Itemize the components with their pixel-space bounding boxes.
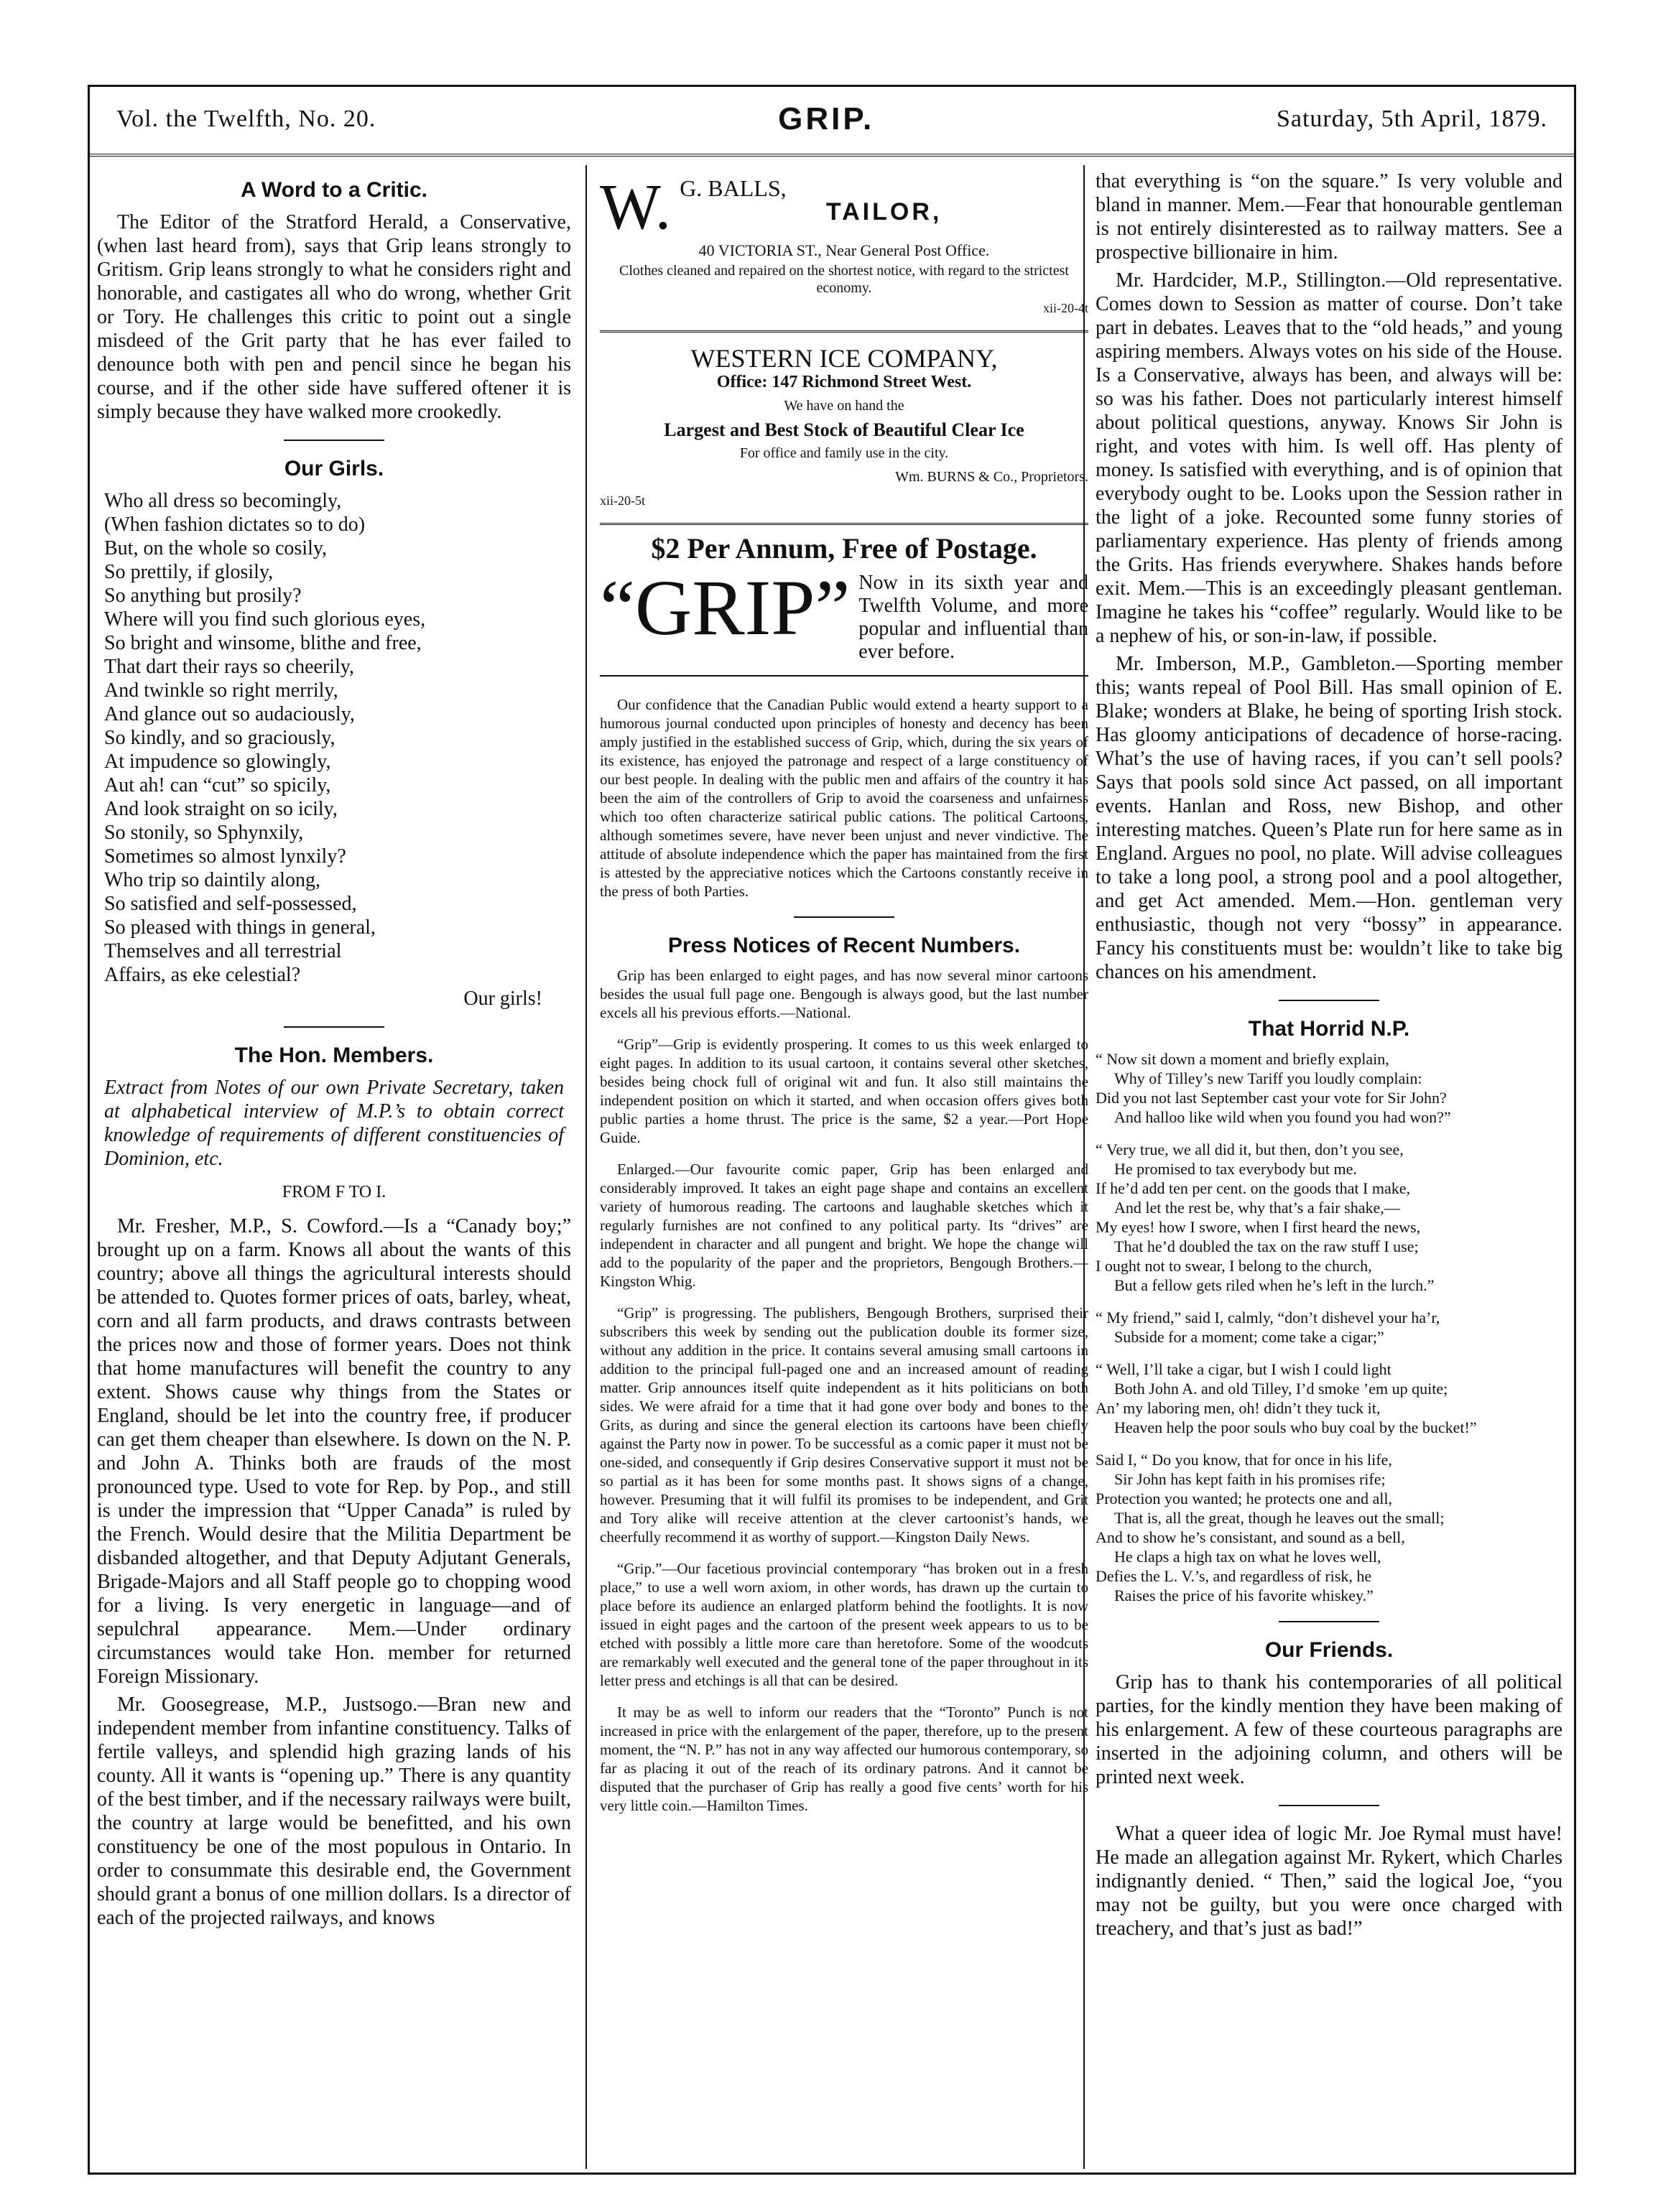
balls-name: G. BALLS,: [680, 177, 787, 201]
poem-line: So pleased with things in general,: [104, 916, 376, 939]
confidence-block: [600, 695, 1088, 901]
poem-stanza: [1096, 1140, 1562, 1295]
ice-company-name: WESTERN ICE COMPANY,: [690, 344, 998, 373]
poem-line: Where will you find such glorious eyes,: [104, 608, 426, 631]
poem-line: That is, all the great, though he leaves out the small;: [1114, 1509, 1445, 1527]
ice-code: xii-20-5t: [600, 493, 645, 508]
poem-line: If he’d add ten per cent. on the goods that I make,: [1096, 1179, 1411, 1197]
column-3: [1096, 169, 1562, 1945]
separator: [1279, 1805, 1379, 1806]
poem-line: Sir John has kept faith in his promises rife;: [1114, 1470, 1386, 1488]
ice-office: Office: 147 Richmond Street West.: [716, 373, 972, 391]
ice-advertisement: [600, 340, 1088, 525]
poem-stanza: [1096, 1360, 1562, 1437]
poem-line: So kindly, and so graciously,: [104, 727, 335, 749]
poem-line: Subside for a moment; come take a cigar;”: [1114, 1328, 1384, 1346]
friends-heading: Our Friends.: [1264, 1638, 1394, 1662]
poem-line: So satisfied and self-possessed,: [104, 893, 357, 915]
press-notice: It may be as well to inform our readers that the “Toronto” Punch is not increased in price with the enlargement of the paper, therefore, up to the present moment, the “N. P.” has not in any way affected our humorous contemporary, so far as placing it out of the reach of its ordinary patrons. And it cannot be disputed that the purchaser of Grip has really a good five cents’ worth for his very little coin.—Hamilton Times.: [600, 1704, 1088, 1814]
poem-line: So bright and winsome, blithe and free,: [104, 632, 422, 654]
separator: [794, 916, 894, 918]
poem-line: And halloo like wild when you found you had won?”: [1114, 1108, 1451, 1126]
horrid-np-poem: [1096, 1049, 1562, 1605]
balls-code: xii-20-4t: [1043, 301, 1088, 315]
poem-line: Both John A. and old Tilley, I’d smoke ’em up quite;: [1114, 1380, 1448, 1398]
poem-line: And glance out so audaciously,: [104, 703, 355, 725]
poem-line: And let the rest be, why that’s a fair shake,—: [1114, 1199, 1400, 1217]
poem-line: My eyes! how I swore, when I first heard the news,: [1096, 1218, 1421, 1236]
poem-line: Who trip so daintily along,: [104, 869, 320, 891]
ice-proprietor: Wm. BURNS & Co., Proprietors.: [895, 469, 1088, 485]
poem-line: That dart their rays so cheerily,: [104, 656, 355, 678]
poem-line: Sometimes so almost lynxily?: [104, 845, 346, 868]
column-1: [97, 169, 571, 1934]
goosegrease-continued: that everything is “on the square.” Is very voluble and bland in manner. Mem.—Fear that honourable gentleman is not entirely disinterested as to railway matters. See a prospective billionaire in him.: [1096, 170, 1562, 264]
members-range: FROM F TO I.: [282, 1183, 386, 1202]
poem-line: That he’d doubled the tax on the raw stuff I use;: [1114, 1237, 1419, 1255]
poem-stanza: [1096, 1450, 1562, 1605]
grip-promo: [600, 572, 1088, 677]
poem-line: An’ my laboring men, oh! didn’t they tuck it,: [1096, 1399, 1381, 1417]
critic-article: The Editor of the Stratford Herald, a Conservative, (when last heard from), says that Grip leans strongly to Gritism. Grip leans strongly to what he considers right and honorable, and castigates all who do wrong, whether Grit or Tory. He challenges this critic to point out a single misdeed of the Grit party that he has ever failed to denounce both with pen and pencil since he began his course, and if the other side have suffered oftener it is simply because they have walked more crookedly.: [97, 211, 571, 423]
member-goosegrease: Mr. Goosegrease, M.P., Justsogo.—Bran new and independent member from infantine constituency. Talks of fertile valleys, and splendid high grazing lands of his county. All it wants is “opening up.” There is any quantity of the best timber, and if the necessary railways were built, the country at large would be benefitted, and his own constituency be one of the most populous in Ontario. In order to consummate this desirable end, the Government should grant a bonus of one million dollars. Is a director of each of the projected railways, and knows: [97, 1693, 571, 1929]
column-rule-1: [585, 165, 587, 2169]
ice-have: We have on hand the: [784, 398, 904, 414]
girls-heading: Our Girls.: [284, 457, 384, 480]
ice-for: For office and family use in the city.: [739, 445, 949, 461]
poem-line: So prettily, if glosily,: [104, 561, 274, 583]
poem-line: He promised to tax everybody but me.: [1114, 1160, 1357, 1178]
press-notices: [600, 966, 1088, 1815]
poem-line: I ought not to swear, I belong to the church,: [1096, 1257, 1372, 1275]
column-2: [600, 169, 1088, 1828]
subscription-price: $2 Per Annum, Free of Postage.: [651, 532, 1037, 564]
press-notice: Enlarged.—Our favourite comic paper, Grip has been enlarged and considerably improved. It takes an eight page shape and contains an excellent variety of humorous reading. The cartoons and laughable sketches which it regularly furnishes are not confined to any political party. Its “drives” are independent in character and all pungent and bright. We hope the change will add to the popularity of the paper and the proprietors, Bengough Brothers.—Kingston Whig.: [600, 1161, 1088, 1290]
press-notice: “Grip” is progressing. The publishers, Bengough Brothers, surprised their subscribers this week by sending out the publication double its former size, without any addition in the price. It contains several amusing small cartoons in addition to the principal full-paged one and an increased amount of reading matter. Grip announces itself quite independent as it hits politicians on both sides. We were afraid for a time that it had gone over body and bones to the Grits, as during and since the general election its cartoons have been chiefly against the Party now in power. To be successful as a comic paper it must not be one-sided, and consequently if Grip desires Conservative support it must not be so partial as it has been for some months past. It shows signs of a change, however. Presuming that it will fulfil its promises to be independent, and Grit and Tory alike will receive attention at the clever cartoonist’s hands, we cheerfully recommend it as worthy of support.—Kingston Daily News.: [600, 1304, 1088, 1546]
critic-heading: A Word to a Critic.: [240, 178, 427, 202]
poem-line: Protection you wanted; he protects one and all,: [1096, 1490, 1392, 1507]
issue-date: Saturday, 5th April, 1879.: [1276, 106, 1547, 132]
masthead: [88, 85, 1576, 157]
poem-line: “ Well, I’ll take a cigar, but I wish I could light: [1096, 1360, 1392, 1378]
poem-line: At impudence so glowingly,: [104, 750, 331, 773]
balls-note: Clothes cleaned and repaired on the shortest notice, with regard to the strictest economy.: [619, 263, 1069, 296]
poem-line: “ My friend,” said I, calmly, “don’t dishevel your ha’r,: [1096, 1309, 1440, 1326]
members-heading: The Hon. Members.: [234, 1044, 434, 1067]
ice-stock: Largest and Best Stock of Beautiful Clear Ice: [664, 419, 1024, 440]
members-intro: Extract from Notes of our own Private Secretary, taken at alphabetical interview of M.P.’s to obtain correct knowledge of requirements of different constituencies of Dominion, etc.: [104, 1077, 564, 1170]
poem-line: And look straight on so icily,: [104, 798, 338, 820]
press-notices-heading: Press Notices of Recent Numbers.: [667, 934, 1021, 957]
poem-stanza: [1096, 1049, 1562, 1127]
friends-text: Grip has to thank his contemporaries of all political parties, for the kindly mention they have been making of his enlargement. A few of these courteous paragraphs are inserted in the adjoining column, and others will be printed next week.: [1096, 1671, 1562, 1788]
separator: [284, 440, 384, 441]
poem-line: So stonily, so Sphynxily,: [104, 822, 304, 844]
balls-initial: W.: [600, 177, 672, 238]
poem-line: But a fellow gets riled when he’s left in the lurch.”: [1114, 1276, 1435, 1294]
volume-info: Vol. the Twelfth, No. 20.: [116, 106, 376, 132]
poem-line: But, on the whole so cosily,: [104, 537, 328, 559]
poem-line: Did you not last September cast your vote for Sir John?: [1096, 1089, 1447, 1107]
poem-line: Defies the L. V.’s, and regardless of risk, he: [1096, 1567, 1372, 1585]
poem-line: Who all dress so becomingly,: [104, 490, 342, 512]
grip-logo-text: “GRIP”: [600, 572, 851, 651]
separator: [284, 1026, 384, 1028]
grip-promo-text: Now in its sixth year and Twelfth Volume, and more popular and influential than ever before.: [858, 572, 1088, 663]
poem-line: And twinkle so right merrily,: [104, 679, 338, 702]
poem-line: Aut ah! can “cut” so spicily,: [104, 774, 331, 796]
horrid-np-heading: That Horrid N.P.: [1248, 1017, 1410, 1041]
girls-poem-end: Our girls!: [463, 988, 542, 1010]
poem-line: He claps a high tax on what he loves well,: [1114, 1548, 1381, 1566]
separator: [1279, 1621, 1379, 1622]
member-hardcider: Mr. Hardcider, M.P., Stillington.—Old representative. Comes down to Session as matter of course. Don’t take part in debates. Leaves that to the “old heads,” and young aspiring members. Always votes on his side of the House. Is a Conservative, always has been, and always will be: so was his father. Does not particularly interest himself about political questions, anyway. Knows Sir John is right, and votes with him. Is well off. Has plenty of money. Is satisfied with everything, and is of opinion that everybody ought to be. Looks upon the Session rather in the light of a joke. Recounted some funny stories of parliamentary experience. Has plenty of friends among the Grits. Has friends everywhere. Shakes hands before exit. Mem.—This is an exceedingly pleasant gentleman. Imagine he takes his “coffee” regularly. Would like to be a nephew of his, or son-in-law, if possible.: [1096, 269, 1562, 647]
member-fresher: Mr. Fresher, M.P., S. Cowford.—Is a “Canady boy;” brought up on a farm. Knows all about the wants of this country; above all things the agricultural interests should be attended to. Quotes former prices of oats, barley, wheat, corn and all farm products, and draws contrasts between the prices now and those of former years. Does not think that home manufactures will benefit the country to any extent. Shows cause why things from the States or England, should be let into the country free, if producer can get them cheaper than elsewhere. Is down on the N. P. and John A. Thinks both are frauds of the most pronounced type. Used to vote for Rep. by Pop., and still is under the impression that “Upper Canada” is ruled by the French. Would desire that the Militia Department be disbanded altogether, and that Deputy Adjutant Generals, Brigade-Majors and all Staff people go to chopping wood for a living. Is very energetic in language—and of sepulchral appearance. Mem.—Under ordinary circumstances would take Hon. member for returned Foreign Missionary.: [97, 1215, 571, 1688]
press-notice: “Grip”—Grip is evidently prospering. It comes to us this week enlarged to eight pages. In addition to its usual cartoon, it contains several other sketches, besides being chock full of original wit and fun. It also still maintains the independent position on which it started, and when occasion offers gives both public parties a home thrust. The price is the same, $2 a year.—Port Hope Guide.: [600, 1036, 1088, 1146]
poem-line: Why of Tilley’s new Tariff you loudly complain:: [1114, 1069, 1422, 1087]
rymal-paragraph: What a queer idea of logic Mr. Joe Rymal must have! He made an allegation against Mr. Rykert, which Charles indignantly denied. “ Then,” said the logical Joe, “you may not be guilty, but you were once charged with treachery, and that’s just as bad!”: [1096, 1823, 1562, 1940]
balls-advertisement: [600, 169, 1088, 333]
poem-line: Raises the price of his favorite whiskey.”: [1114, 1586, 1374, 1604]
poem-line: (When fashion dictates so to do): [104, 514, 366, 536]
poem-line: Heaven help the poor souls who buy coal by the bucket!”: [1114, 1418, 1477, 1436]
poem-line: And to show he’s consistant, and sound as a bell,: [1096, 1528, 1405, 1546]
press-notice: “Grip.”—Our facetious provincial contemporary “has broken out in a fresh place,” to use a well worn axiom, in other words, has drawn up the curtain to place before its audience an enlarged platform behind the footlights. It is now issued in eight pages and the cartoon of the present week appears to us to be etched with possibly a little more care than heretofore. Some of the woodcuts are remarkably well executed and the general tone of the paper throughout in its letter press and etchings is all that can be desired.: [600, 1560, 1088, 1689]
poem-line: Themselves and all terrestrial: [104, 940, 342, 962]
press-notice: Grip has been enlarged to eight pages, and has now several minor cartoons besides the usual full page one. Bengough is always good, but the last number excels all his previous efforts.—National.: [600, 967, 1088, 1021]
poem-stanza: [1096, 1308, 1562, 1347]
balls-trade: TAILOR,: [825, 198, 943, 226]
poem-line: Said I, “ Do you know, that for once in his life,: [1096, 1451, 1392, 1469]
paper-title: GRIP.: [778, 101, 875, 136]
member-imberson: Mr. Imberson, M.P., Gambleton.—Sporting member this; wants repeal of Pool Bill. Has small opinion of E. Blake; wonders at Blake, he being of sporting Irish stock. Has gloomy anticipations of decadence of horse-racing. What’s the use of having races, if you can’t sell pools? Says that pools sold since Act passed, on all important events. Hanlan and Ross, new Bishop, and other interesting matches. Queen’s Plate run for here same as in England. Argues no pool, no plate. Will advise colleagues to take a long pool, a strong pool and a pool altogether, and get Act amended. Mem.—Hon. gentleman very enthusiastic, though not very “bossy” in appearance. Fancy his constituents must be: wouldn’t like to take big chances on his amendment.: [1096, 653, 1562, 983]
confidence-text: Our confidence that the Canadian Public would extend a hearty support to a humorous journal conducted upon principles of honesty and decency has been amply justified in the established success of Grip, which, during the six years of its existence, has enjoyed the patronage and respect of a large constituency of our best people. In dealing with the public men and affairs of the country it has been the aim of the controllers of Grip to avoid the coarseness and unfairness which too often characterize satirical public cations. The political Cartoons, although sometimes severe, have never been unjust and never vindictive. The attitude of absolute independence which the paper has maintained from the first is attested by the appreciative notices which the Cartoons constantly receive in the press of both Parties.: [600, 696, 1088, 900]
poem-line: Affairs, as eke celestial?: [104, 964, 301, 986]
poem-line: “ Very true, we all did it, but then, don’t you see,: [1096, 1140, 1404, 1158]
poem-line: So anything but prosily?: [104, 585, 302, 607]
separator: [1279, 1000, 1379, 1001]
poem-line: “ Now sit down a moment and briefly explain,: [1096, 1050, 1389, 1068]
balls-address: 40 VICTORIA ST., Near General Post Office.: [698, 241, 990, 259]
girls-poem: [104, 489, 571, 987]
